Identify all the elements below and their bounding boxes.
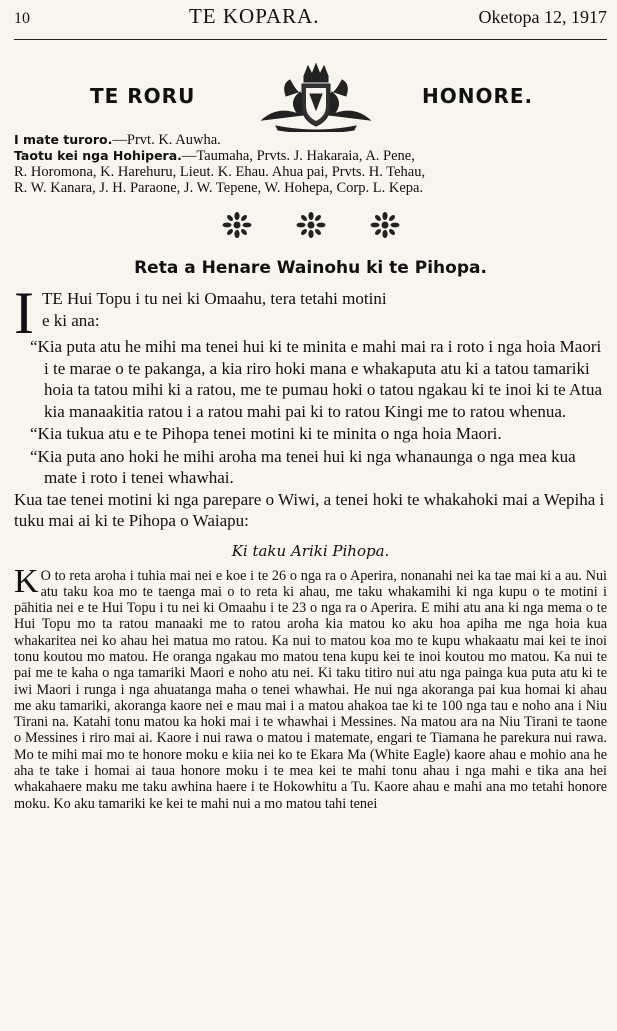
motion-quote-3: “Kia puta ano hoki he mihi aroha ma tenei hui ki nga whanaunga o nga mea kua mate i roto i tenei whawhai. — [30, 446, 576, 487]
closing-paragraph: Kua tae tenei motini ki nga parepare o Wiwi, a tenei hoki te whakahoki mai a Wepiha i tuku mai ai ki te Pihopa o Waiapu: — [14, 489, 605, 530]
drop-cap: I — [14, 280, 34, 346]
reply-text: O to reta aroha i tuhia mai nei e koe i te 26 o nga ra o Aperira, nonanahi nei ka tae mai ki a au. Nui atu taku koa mo te taenga mai o to reta ki ahau, me taku whakamihi ki nga kupu o te motini i pāhitia nei e te Hui Topu i tu nei ki Omaahu i te 23 o nga ra o Aperira. E mihi atu ana ki nga mema o te Hui Topu mo ta ratou manaaki me to ratou aroha kia matou ko aku hoa apiha me nga hoia kua whakaritea nei ko ahau hei matua mo ratou. Ka nui to matou koa mo te kupu whakaatu mai kei te inoi tonu koutou mo matou. He oranga ngakau mo matou tena kupu kei te inoi koutou mo matou. Ka nui te pai me te kaha o nga tamariki Maori e noho atu nei. Ki taku titiro nui atu nga painga kua puta atu ki te iwi Maori i runga i nga ahuatanga maha o tenei whawhai. He nui nga akoranga pai kua homai ki ahau me aku tamariki, akoranga kaore nei e mau mai i a matou ahakoa tae ki te 100 nga tau e noho ana i Niu Tirani na. Katahi tonu matou ka hoki mai i te whawhai i Messines. Na matou ara na Niu Tirani te taone o Messines i riro mai ai. Kaore i nui rawa o matou i matemate, engari te Tiamana he parekura nui rawa. Mo te mihi mai mo te honore moku e kiia nei ko te Ekara Ma (White Eagle) kaore ahau e mohio ana he aha te take i homai ai taua honore moku i te mea kei te mahi tonu ahau i nga mahi e tika ana hei whakahaere maku me taku awhina haere i te Hokowhitu a Tu. Kaore ahau e mahi ana mo tetahi honore moku. Ko aku tamariki ke kei te mahi nui a mo matou tahi tenei — [14, 567, 607, 812]
roll-of-honour-banner — [14, 62, 607, 132]
ornament-row — [14, 212, 607, 238]
roll-title-left: TE RORU — [90, 84, 196, 108]
motion-quote-2: “Kia tukua atu e te Pihopa tenei motini ki te minita o nga hoia Maori. — [30, 424, 502, 443]
masthead: TE KOPARA. — [188, 4, 320, 28]
killed-text: —Prvt. K. Auwha. — [112, 132, 221, 148]
page-number: 10 — [14, 10, 30, 27]
wounded-text-2: R. Horomona, K. Harehuru, Lieut. K. Ehau. Ahua pai, Prvts. H. Tehau, — [14, 164, 426, 180]
honours-list — [14, 132, 607, 196]
coat-of-arms-icon — [258, 62, 374, 132]
flower-ornament-icon — [296, 212, 326, 238]
intro-line-2: e ki ana: — [41, 310, 100, 330]
reply-drop-cap: K — [14, 562, 39, 600]
letter-salutation: Ki taku Ariki Pihopa. — [231, 541, 390, 560]
article-title: Reta a Henare Wainohu ki te Pihopa. — [134, 258, 487, 278]
wounded-label: Taotu kei nga Hohipera. — [14, 148, 182, 163]
article-intro — [14, 280, 607, 346]
roll-title-right: HONORE. — [422, 84, 534, 108]
wounded-text-1: —Taumaha, Prvts. J. Hakaraia, A. Pene, — [181, 148, 415, 164]
reply-letter — [14, 562, 607, 812]
intro-line-1: TE Hui Topu i tu nei ki Omaahu, tera tetahi motini — [41, 289, 387, 308]
flower-ornament-icon — [222, 212, 252, 238]
killed-line — [14, 132, 607, 148]
killed-label: I mate turoro. — [14, 132, 113, 147]
running-header — [14, 0, 607, 40]
issue-date: Oketopa 12, 1917 — [478, 7, 607, 27]
wounded-line — [14, 148, 607, 164]
wounded-text-3: R. W. Kanara, J. H. Paraone, J. W. Tepene, W. Hohepa, Corp. L. Kepa. — [14, 180, 424, 196]
article-body — [14, 280, 607, 532]
motion-quote-1: “Kia puta atu he mihi ma tenei hui ki te minita e mahi mai ra i roto i nga hoia Maori i te marae o te pakanga, a kia riro hoki mana e whakaputa atu ki a tatou tamariki hoia ta tatou mihi ki a ratou, me te pumau hoki o tatou ngakau ki te inoi ki te Atua kia manaakitia ratou i a ratou mahi pai ki to ratou Kingi me to ratou whenua. — [30, 337, 603, 421]
flower-ornament-icon — [370, 212, 400, 238]
